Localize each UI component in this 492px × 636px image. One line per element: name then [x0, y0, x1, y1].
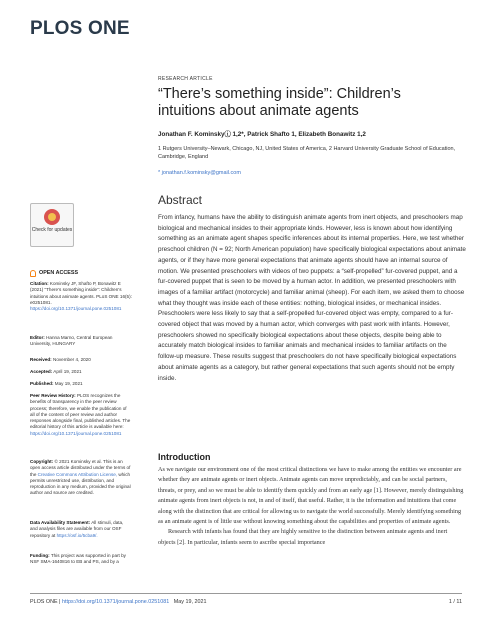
editor-block	[30, 335, 132, 348]
citation-block	[30, 281, 132, 312]
published-label: Published:	[30, 381, 54, 386]
osf-repository-link[interactable]: https://osf.io/5cba9/.	[56, 532, 98, 538]
footer-journal: PLOS ONE	[30, 599, 58, 605]
page-footer	[30, 599, 206, 605]
data-availability-label: Data Availability Statement:	[30, 520, 91, 525]
article-title: “There’s something inside”: Children’s intuitions about animate agents	[158, 86, 401, 119]
intro-paragraph-2: Research with infants has found that they are highly sensitive to the distinction between animate agents and inert objects [2]. In particular, infants seem to ascribe special importance	[158, 528, 448, 546]
crossmark-icon	[44, 209, 60, 225]
copyright-label: Copyright:	[30, 459, 54, 464]
accepted-block	[30, 369, 132, 375]
author-list: Jonathan F. Kominskyⓘ 1,2*, Patrick Shafto 1, Elizabeth Bonawitz 1,2	[158, 131, 366, 138]
citation-label: Citation:	[30, 281, 49, 286]
funding-label: Funding:	[30, 553, 50, 558]
data-availability-block	[30, 520, 132, 539]
affiliations: 1 Rutgers University–Newark, Chicago, NJ, United States of America, 2 Harvard University Graduate School of Education, Cambridge, England	[158, 146, 456, 160]
peer-review-text: PLOS recognizes the benefits of transparency in the peer review process; therefore, we enable the publication of all of the content of peer review and author responses alongside final, published articles. The editorial history of this article is available here:	[30, 393, 131, 430]
introduction-heading: Introduction	[158, 452, 211, 462]
abstract-heading: Abstract	[158, 193, 203, 207]
copyright-block	[30, 459, 132, 497]
abstract-text: From infancy, humans have the ability to distinguish animate agents from inert objects, and preschoolers map biological and mechanical insides to their appropriate kinds. However, less is known about how identifying something as an animate agent shapes specific inferences about its internal properties. Here, we test whether preschool children (N = 92; North American population) have specifically biological expectations about animate agents, or if they have more general expectations that animate agents should have an internal source of motion. We presented preschoolers with videos of two puppets: a “self-propelled” fur-covered puppet, and a fur-covered puppet that is seen to be moved by a human actor. In addition, we presented preschoolers with images of a familiar artifact (motorcycle) and familiar animal (sheep). For each item, we asked them to choose what they thought was inside each of these entities: nothing, biological insides, or mechanical insides. Preschoolers were less likely to say that a self-propelled fur-covered object was empty, compared to a fur-covered object that was moved by a human actor, which converges with past work with infants. However, preschoolers showed no specifically biological expectations about these objects, despite being able to accurately match biological insides to familiar animals and mechanical insides to familiar artifacts on the follow-up measure. These results suggest that preschoolers do not have specifically biological expectations about animate agents as a category, but rather general expectations that such agents should not be empty inside.	[158, 214, 466, 382]
copyright-rest-text: which permits unrestricted use, distribution, and reproduction in any medium, provided the original author and source are credited.	[30, 471, 131, 496]
citation-text: Kominsky JF, Shafto P, Bonawitz E (2021) “There’s something inside”: Children’s intuitions about animate agents. PLoS ONE 16(5): e0251081.	[30, 281, 132, 305]
open-access-label: OPEN ACCESS	[39, 270, 79, 277]
peer-review-block	[30, 393, 132, 437]
intro-paragraph-1: As we navigate our environment one of the most critical distinctions we have to make among the entities we encounter are whether they are animate agents or inert objects. Animate agents can move unpredictably, and can be social partners, threats, or prey, and so we must be able to identify them quickly and from an early age [1]. However, merely distinguishing animate agents from inert objects is not, in and of itself, that useful. Rather, it is the information and intuitions that come along with the distinction that are critical for allowing us to navigate the world successfully. Merely identifying something as an animate agent is of little use without knowing something about the capabilities and properties of animate agents.	[158, 466, 464, 526]
footer-doi-link[interactable]: https://doi.org/10.1371/journal.pone.0251081	[61, 599, 170, 605]
published-block	[30, 381, 132, 387]
footer-separator: |	[57, 599, 62, 605]
introduction-body	[158, 465, 464, 548]
editor-label: Editor:	[30, 335, 45, 340]
page-number: 1 / 11	[448, 599, 462, 605]
open-access-lock-icon	[30, 270, 36, 277]
received-block	[30, 357, 132, 363]
peer-review-label: Peer Review History:	[30, 393, 76, 398]
copyright-text: © 2021 Kominsky et al. This is an open access article distributed under the terms of the	[30, 459, 131, 477]
citation-doi-link[interactable]: https://doi.org/10.1371/journal.pone.0251081	[30, 306, 122, 312]
accepted-date: April 19, 2021	[53, 369, 82, 374]
footer-divider	[30, 593, 462, 594]
received-label: Received:	[30, 357, 52, 362]
check-for-updates-badge[interactable]	[30, 203, 74, 247]
article-type-label: RESEARCH ARTICLE	[158, 76, 213, 82]
funding-block	[30, 553, 132, 566]
cc-license-link[interactable]: Creative Commons Attribution License,	[37, 471, 118, 477]
received-date: November 4, 2020	[53, 357, 91, 362]
peer-review-link[interactable]: https://doi.org/10.1371/journal.pone.0251081	[30, 430, 122, 436]
published-date: May 19, 2021	[54, 381, 83, 386]
open-access-badge	[30, 270, 132, 277]
editor-text: Hanna Marno, Central European University, HUNGARY	[30, 335, 113, 347]
check-for-updates-label: Check for updates	[31, 227, 73, 233]
journal-logo[interactable]: PLOS ONE	[30, 18, 130, 39]
corresponding-email-link[interactable]: * jonathan.f.kominsky@gmail.com	[158, 170, 241, 176]
footer-date: May 19, 2021	[173, 599, 207, 605]
funding-text: This project was supported in part by NSF SMA-1640816 to EB and PS, and by a	[30, 553, 126, 565]
accepted-label: Accepted:	[30, 369, 53, 374]
data-availability-text: All stimuli, data, and analysis files are available from our OSF repository at	[30, 520, 124, 538]
